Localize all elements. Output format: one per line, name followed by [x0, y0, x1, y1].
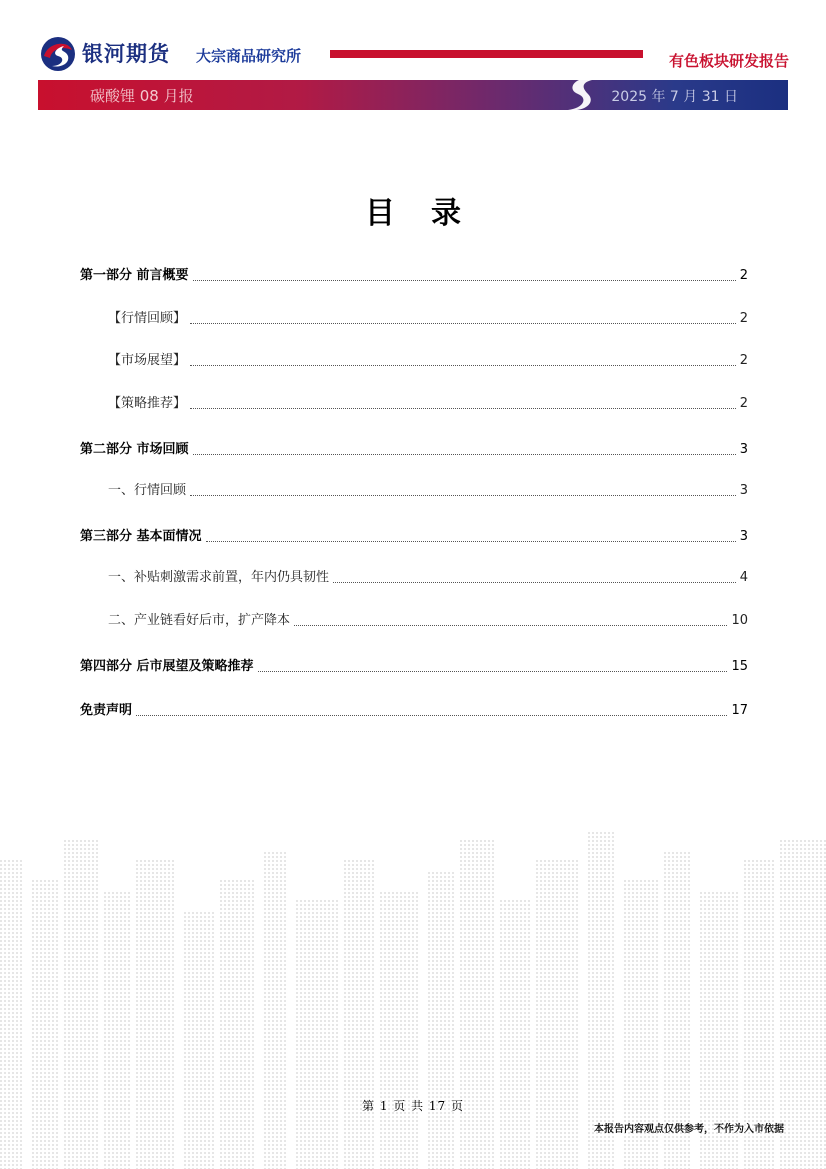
- toc-leader-dots: [136, 714, 727, 716]
- toc-leader-dots: [294, 624, 727, 626]
- toc-entry[interactable]: [80, 703, 748, 719]
- toc-entry-page: 2: [739, 353, 748, 368]
- footer-disclaimer: 本报告内容观点仅供参考，不作为入市依据: [594, 1124, 784, 1135]
- toc-title: 目录: [365, 196, 497, 231]
- toc-entry[interactable]: [80, 268, 748, 284]
- toc-entry-page: 10: [731, 613, 748, 628]
- brand-name: 银河期货: [82, 42, 170, 66]
- institute-name: 大宗商品研究所: [196, 47, 302, 65]
- toc-entry-label: 一、补贴刺激需求前置，年内仍具韧性: [108, 570, 330, 585]
- toc-entry[interactable]: [80, 659, 748, 675]
- galaxy-futures-logo-icon: [38, 36, 78, 72]
- toc-leader-dots: [193, 453, 736, 455]
- toc-entry[interactable]: [108, 353, 748, 369]
- toc-entry-page: 3: [739, 529, 748, 544]
- toc-leader-dots: [190, 364, 736, 366]
- header-banner: [38, 80, 788, 110]
- report-type: 有色板块研发报告: [668, 52, 789, 70]
- page-number: 第 1 页 共 17 页: [362, 1099, 464, 1113]
- toc-entry[interactable]: [108, 570, 748, 586]
- toc-leader-dots: [333, 581, 736, 583]
- toc-leader-dots: [190, 407, 736, 409]
- toc-entry-label: 【行情回顾】: [108, 311, 187, 326]
- swoosh-mark-icon: [558, 74, 598, 114]
- toc-entry-label: 二、产业链看好后市，扩产降本: [108, 613, 291, 628]
- toc-leader-dots: [258, 670, 728, 672]
- toc-entry-label: 第二部分 市场回顾: [80, 442, 189, 457]
- toc-entry[interactable]: [80, 529, 748, 545]
- toc-entry-page: 15: [731, 659, 748, 674]
- toc-entry-page: 2: [739, 268, 748, 283]
- banner-title: 碳酸锂 08 月报: [90, 87, 194, 105]
- toc-entry-label: 免责声明: [80, 703, 133, 718]
- toc-entry-page: 3: [739, 442, 748, 457]
- toc-entry-label: 一、行情回顾: [108, 483, 187, 498]
- toc-entry[interactable]: [108, 311, 748, 327]
- toc-entry-page: 2: [739, 311, 748, 326]
- toc-entry-label: 【策略推荐】: [108, 396, 187, 411]
- toc-entry-label: 【市场展望】: [108, 353, 187, 368]
- toc-entry-label: 第一部分 前言概要: [80, 268, 189, 283]
- toc-entry-page: 3: [739, 483, 748, 498]
- toc-leader-dots: [190, 322, 736, 324]
- toc-entry[interactable]: [108, 396, 748, 412]
- toc-leader-dots: [193, 279, 736, 281]
- toc-entry-label: 第四部分 后市展望及策略推荐: [80, 659, 254, 674]
- banner-date: 2025 年 7 月 31 日: [611, 89, 738, 105]
- toc-leader-dots: [190, 494, 736, 496]
- toc-entry-page: 17: [731, 703, 748, 718]
- city-skyline-watermark: [0, 820, 826, 1169]
- toc-entry[interactable]: [108, 483, 748, 499]
- toc-entry-page: 4: [739, 570, 748, 585]
- toc-entry-page: 2: [739, 396, 748, 411]
- toc-entry[interactable]: [108, 613, 748, 629]
- toc-leader-dots: [206, 540, 736, 542]
- header-divider: [330, 50, 643, 58]
- toc-entry-label: 第三部分 基本面情况: [80, 529, 202, 544]
- toc-entry[interactable]: [80, 442, 748, 458]
